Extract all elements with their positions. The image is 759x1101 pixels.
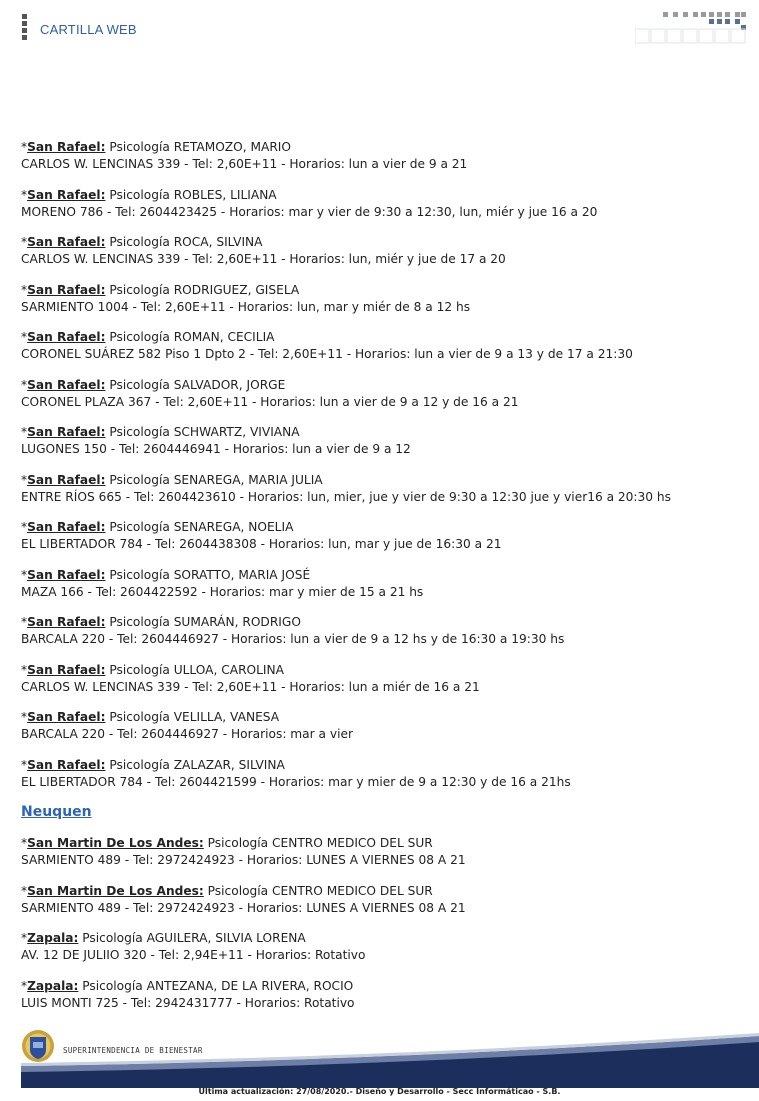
footer-banner xyxy=(21,1028,759,1088)
provider-specialty: Psicología xyxy=(109,472,170,487)
provider-specialty: Psicología xyxy=(109,330,170,344)
provider-details: SARMIENTO 489 - Tel: 2972424923 - Horarios: LUNES A VIERNES 08 A 21 xyxy=(21,853,466,867)
provider-details: CARLOS W. LENCINAS 339 - Tel: 2,60E+11 - Horarios: lun a vier de 9 a 21 xyxy=(21,157,468,171)
provider-header-line: *Zapala: Psicología ANTEZANA, DE LA RIVERA, ROCIO xyxy=(21,978,354,993)
provider-details: EL LIBERTADOR 784 - Tel: 2604421599 - Horarios: mar y mier de 9 a 12:30 y de 16 a 21hs xyxy=(21,774,571,789)
provider-header-line: *San Martin De Los Andes: Psicología CENTRO MEDICO DEL SUR xyxy=(21,836,433,850)
organization-name: SUPERINTENDENCIA DE BIENESTAR xyxy=(63,1046,203,1055)
provider-location-link[interactable]: San Rafael: xyxy=(27,662,106,677)
provider-name: ANTEZANA, DE LA RIVERA, ROCIO xyxy=(146,978,354,993)
provider-details: EL LIBERTADOR 784 - Tel: 2604438308 - Horarios: lun, mar y jue de 16:30 a 21 xyxy=(21,537,502,551)
provider-location-link[interactable]: San Martin De Los Andes: xyxy=(27,836,204,850)
provider-name: CENTRO MEDICO DEL SUR xyxy=(272,883,433,898)
provider-location-link[interactable]: San Rafael: xyxy=(27,425,106,439)
page-header xyxy=(0,0,759,60)
provider-details: CARLOS W. LENCINAS 339 - Tel: 2,60E+11 - Horarios: lun a miér de 16 a 21 xyxy=(21,679,480,694)
provider-location-link[interactable]: San Rafael: xyxy=(27,472,106,487)
provider-location-link[interactable]: San Rafael: xyxy=(27,615,106,629)
provider-header-line: *San Rafael: Psicología SORATTO, MARIA JOSÉ xyxy=(21,567,311,582)
provider-name: ROCA, SILVINA xyxy=(173,235,263,249)
provider-location-link[interactable]: San Rafael: xyxy=(27,235,106,249)
provider-location-link[interactable]: San Rafael: xyxy=(27,567,106,582)
provider-specialty: Psicología xyxy=(109,187,170,202)
provider-specialty: Psicología xyxy=(109,282,170,297)
provider-header-line: *Zapala: Psicología AGUILERA, SILVIA LORENA xyxy=(21,931,306,945)
provider-entry xyxy=(21,187,751,221)
provider-location-link[interactable]: San Rafael: xyxy=(27,282,106,297)
provider-location-link[interactable]: San Rafael: xyxy=(27,757,106,772)
provider-name: AGUILERA, SILVIA LORENA xyxy=(146,931,306,945)
provider-entry xyxy=(21,139,751,173)
provider-location-link[interactable]: San Rafael: xyxy=(27,140,106,154)
provider-location-link[interactable]: San Rafael: xyxy=(27,187,106,202)
provider-name: VELILLA, VANESA xyxy=(173,710,280,724)
provider-specialty: Psicología xyxy=(109,140,170,154)
provider-details: BARCALA 220 - Tel: 2604446927 - Horarios: lun a vier de 9 a 12 hs y de 16:30 a 19:30 hs xyxy=(21,632,565,646)
provider-location-link[interactable]: San Rafael: xyxy=(27,330,106,344)
provider-header-line: *San Rafael: Psicología ULLOA, CAROLINA xyxy=(21,662,284,677)
provider-specialty: Psicología xyxy=(207,836,269,850)
institution-seal-icon xyxy=(21,1028,55,1064)
provider-name: SCHWARTZ, VIVIANA xyxy=(173,425,300,439)
provider-name: ROMAN, CECILIA xyxy=(173,330,275,344)
provider-entry xyxy=(21,567,751,601)
provider-location-link[interactable]: Zapala: xyxy=(27,978,79,993)
provider-header-line: *San Rafael: Psicología SUMARÁN, RODRIGO xyxy=(21,615,301,629)
provider-details: CORONEL PLAZA 367 - Tel: 2,60E+11 - Horarios: lun a vier de 9 a 12 y de 16 a 21 xyxy=(21,394,519,409)
provider-specialty: Psicología xyxy=(109,757,170,772)
provider-details: BARCALA 220 - Tel: 2604446927 - Horarios: mar a vier xyxy=(21,727,353,741)
section-heading[interactable]: Neuquen xyxy=(21,804,92,820)
provider-specialty: Psicología xyxy=(109,425,170,439)
provider-header-line: *San Rafael: Psicología SALVADOR, JORGE xyxy=(21,377,286,392)
provider-header-line: *San Rafael: Psicología ROCA, SILVINA xyxy=(21,235,263,249)
provider-entry xyxy=(21,424,751,458)
provider-entry xyxy=(21,329,751,363)
entries-group-a xyxy=(21,139,751,791)
provider-name: SENAREGA, NOELIA xyxy=(173,520,294,534)
provider-specialty: Psicología xyxy=(109,615,170,629)
provider-entry xyxy=(21,282,751,316)
provider-specialty: Psicología xyxy=(82,978,143,993)
provider-entry xyxy=(21,519,751,553)
footer-wave-icon xyxy=(21,1028,759,1088)
provider-details: MAZA 166 - Tel: 2604422592 - Horarios: mar y mier de 15 a 21 hs xyxy=(21,584,424,599)
provider-header-line: *San Rafael: Psicología VELILLA, VANESA xyxy=(21,710,280,724)
provider-details: SARMIENTO 1004 - Tel: 2,60E+11 - Horarios: lun, mar y miér de 8 a 12 hs xyxy=(21,299,471,314)
provider-entry xyxy=(21,472,751,506)
provider-location-link[interactable]: San Rafael: xyxy=(27,377,106,392)
provider-details: SARMIENTO 489 - Tel: 2972424923 - Horarios: LUNES A VIERNES 08 A 21 xyxy=(21,900,466,915)
provider-entry xyxy=(21,757,751,791)
provider-name: CENTRO MEDICO DEL SUR xyxy=(272,836,433,850)
provider-name: ZALAZAR, SILVINA xyxy=(173,757,285,772)
provider-specialty: Psicología xyxy=(109,377,170,392)
provider-name: RODRIGUEZ, GISELA xyxy=(173,282,300,297)
provider-header-line: *San Rafael: Psicología SENAREGA, MARIA JULIA xyxy=(21,472,323,487)
provider-details: MORENO 786 - Tel: 2604423425 - Horarios: mar y vier de 9:30 a 12:30, lun, miér y jue 16 a 20 xyxy=(21,204,598,219)
last-updated: Ultima actualización: 27/08/2020.- Diseño y Desarrollo - Secc Informáticao - S.B. xyxy=(198,1087,561,1096)
provider-header-line: *San Rafael: Psicología SENAREGA, NOELIA xyxy=(21,520,294,534)
provider-specialty: Psicología xyxy=(207,883,269,898)
provider-header-line: *San Rafael: Psicología RETAMOZO, MARIO xyxy=(21,140,291,154)
provider-name: SUMARÁN, RODRIGO xyxy=(173,615,301,629)
provider-details: LUGONES 150 - Tel: 2604446941 - Horarios: lun a vier de 9 a 12 xyxy=(21,442,411,456)
provider-header-line: *San Martin De Los Andes: Psicología CENTRO MEDICO DEL SUR xyxy=(21,883,433,898)
entries-group-b xyxy=(21,835,751,1012)
provider-specialty: Psicología xyxy=(82,931,143,945)
provider-name: SALVADOR, JORGE xyxy=(173,377,286,392)
provider-name: RETAMOZO, MARIO xyxy=(173,140,291,154)
provider-header-line: *San Rafael: Psicología ZALAZAR, SILVINA xyxy=(21,757,285,772)
provider-header-line: *San Rafael: Psicología RODRIGUEZ, GISELA xyxy=(21,282,300,297)
directory-list xyxy=(21,139,751,1025)
provider-details: CORONEL SUÁREZ 582 Piso 1 Dpto 2 - Tel: 2,60E+11 - Horarios: lun a vier de 9 a 13 y de 17 a 21:30 xyxy=(21,347,633,361)
provider-entry xyxy=(21,883,751,917)
provider-header-line: *San Rafael: Psicología ROMAN, CECILIA xyxy=(21,330,275,344)
provider-name: SENAREGA, MARIA JULIA xyxy=(173,472,323,487)
provider-header-line: *San Rafael: Psicología SCHWARTZ, VIVIANA xyxy=(21,425,300,439)
page-title: CARTILLA WEB xyxy=(40,22,137,37)
provider-entry xyxy=(21,978,751,1012)
provider-entry xyxy=(21,614,751,648)
provider-location-link[interactable]: Zapala: xyxy=(27,931,79,945)
provider-location-link[interactable]: San Rafael: xyxy=(27,520,106,534)
provider-specialty: Psicología xyxy=(109,567,170,582)
provider-name: ULLOA, CAROLINA xyxy=(173,662,284,677)
provider-entry xyxy=(21,835,751,869)
provider-location-link[interactable]: San Rafael: xyxy=(27,710,106,724)
provider-entry xyxy=(21,930,751,964)
provider-details: AV. 12 DE JULIIO 320 - Tel: 2,94E+11 - Horarios: Rotativo xyxy=(21,948,366,962)
provider-name: SORATTO, MARIA JOSÉ xyxy=(173,567,311,582)
provider-details: ENTRE RÍOS 665 - Tel: 2604423610 - Horarios: lun, mier, jue y vier de 9:30 a 12:30 jue y vier16 a 20:30 hs xyxy=(21,489,671,504)
provider-specialty: Psicología xyxy=(109,520,170,534)
provider-details: CARLOS W. LENCINAS 339 - Tel: 2,60E+11 - Horarios: lun, miér y jue de 17 a 20 xyxy=(21,252,506,266)
provider-entry xyxy=(21,709,751,743)
provider-entry xyxy=(21,377,751,411)
provider-location-link[interactable]: San Martin De Los Andes: xyxy=(27,883,204,898)
provider-entry xyxy=(21,662,751,696)
header-bar-icon xyxy=(22,14,27,46)
provider-specialty: Psicología xyxy=(109,710,170,724)
provider-name: ROBLES, LILIANA xyxy=(173,187,277,202)
pixel-pattern-icon xyxy=(635,10,747,48)
provider-details: LUIS MONTI 725 - Tel: 2942431777 - Horarios: Rotativo xyxy=(21,995,355,1010)
provider-header-line: *San Rafael: Psicología ROBLES, LILIANA xyxy=(21,187,277,202)
provider-specialty: Psicología xyxy=(109,662,170,677)
provider-entry xyxy=(21,234,751,268)
provider-specialty: Psicología xyxy=(109,235,170,249)
